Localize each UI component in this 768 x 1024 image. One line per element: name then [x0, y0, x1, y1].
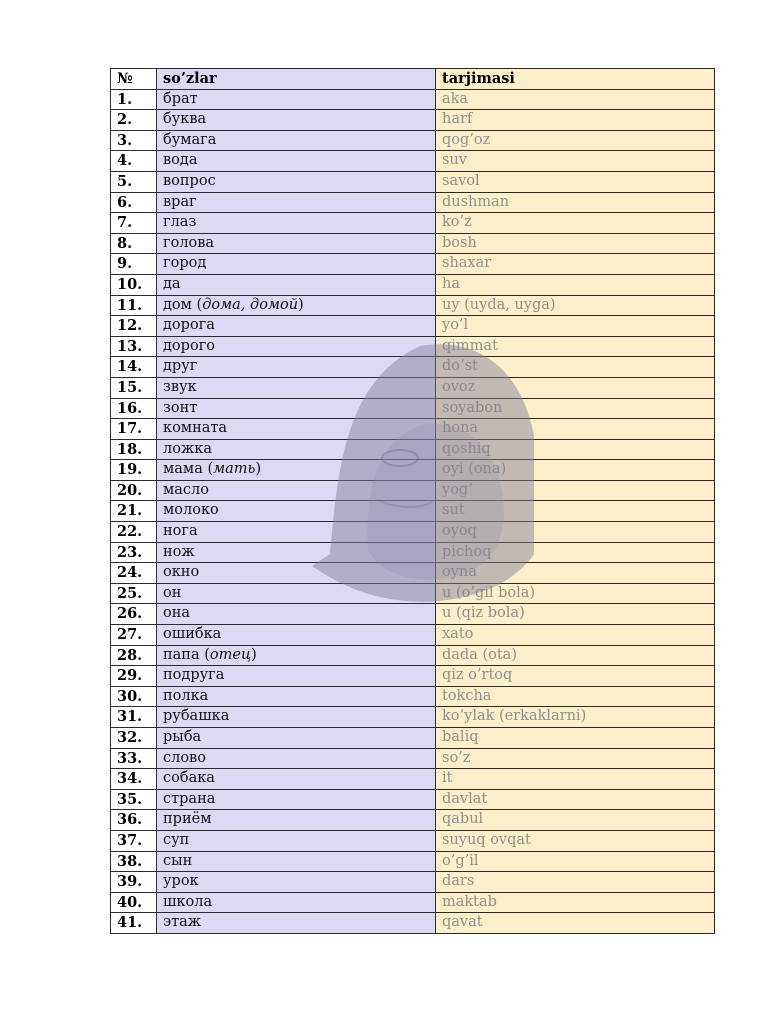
row-number: 34. [111, 769, 157, 790]
table-row [111, 377, 715, 398]
table-row [111, 645, 715, 666]
russian-word: сын [163, 852, 193, 869]
translation-cell: uy (uyda, uyga) [436, 295, 715, 316]
table-row [111, 316, 715, 337]
table-row [111, 686, 715, 707]
row-number: 5. [111, 171, 157, 192]
russian-word-cell [157, 274, 436, 295]
translation-cell: o’g’il [436, 851, 715, 872]
translation-cell: u (qiz bola) [436, 604, 715, 625]
table-row [111, 274, 715, 295]
russian-word-cell [157, 769, 436, 790]
translation-cell: qog’oz [436, 130, 715, 151]
row-number: 1. [111, 89, 157, 110]
table-row [111, 110, 715, 131]
russian-word-cell [157, 707, 436, 728]
russian-word-cell [157, 419, 436, 440]
russian-word-cell [157, 480, 436, 501]
translation-cell: ko’z [436, 213, 715, 234]
row-number: 15. [111, 377, 157, 398]
translation-cell: shaxar [436, 254, 715, 275]
russian-word-cell [157, 666, 436, 687]
table-row [111, 583, 715, 604]
translation-cell: yog’ [436, 480, 715, 501]
row-number: 31. [111, 707, 157, 728]
translation-cell: harf [436, 110, 715, 131]
translation-cell: suyuq ovqat [436, 830, 715, 851]
translation-cell: maktab [436, 892, 715, 913]
translation-cell: oyna [436, 563, 715, 584]
russian-word-cell [157, 254, 436, 275]
row-number: 6. [111, 192, 157, 213]
russian-word-cell [157, 501, 436, 522]
translation-cell: oyi (ona) [436, 460, 715, 481]
russian-word: ложка [163, 440, 212, 457]
russian-word-cell [157, 192, 436, 213]
russian-word-cell [157, 851, 436, 872]
table-row [111, 130, 715, 151]
row-number: 33. [111, 748, 157, 769]
row-number: 32. [111, 728, 157, 749]
russian-word: вопрос [163, 172, 216, 189]
russian-word-cell [157, 872, 436, 893]
table-row [111, 213, 715, 234]
row-number: 21. [111, 501, 157, 522]
table-row [111, 336, 715, 357]
table-row [111, 830, 715, 851]
header-words: so’zlar [157, 69, 436, 90]
row-number: 20. [111, 480, 157, 501]
table-row [111, 892, 715, 913]
table-row [111, 233, 715, 254]
russian-word-cell [157, 89, 436, 110]
translation-cell: suv [436, 151, 715, 172]
russian-word: он [163, 584, 182, 601]
translation-cell: pichoq [436, 542, 715, 563]
translation-cell: baliq [436, 728, 715, 749]
header-translation: tarjimasi [436, 69, 715, 90]
table-row [111, 666, 715, 687]
table-row [111, 419, 715, 440]
russian-word: дом [163, 296, 192, 313]
row-number: 36. [111, 810, 157, 831]
table-header-row [111, 69, 715, 90]
table-row [111, 563, 715, 584]
translation-cell: qiz o’rtoq [436, 666, 715, 687]
russian-word: буква [163, 111, 207, 128]
word-form-note: отец [209, 646, 252, 663]
russian-word-cell [157, 357, 436, 378]
table-row [111, 192, 715, 213]
row-number: 8. [111, 233, 157, 254]
row-number: 22. [111, 522, 157, 543]
russian-word-cell: папа (отец) [157, 645, 436, 666]
row-number: 13. [111, 336, 157, 357]
row-number: 28. [111, 645, 157, 666]
table-row [111, 522, 715, 543]
russian-word: урок [163, 873, 199, 890]
russian-word: молоко [163, 502, 219, 519]
table-row [111, 913, 715, 934]
russian-word-cell [157, 892, 436, 913]
table-row [111, 542, 715, 563]
russian-word-cell [157, 625, 436, 646]
russian-word: друг [163, 358, 198, 375]
russian-word-cell [157, 604, 436, 625]
table-row [111, 748, 715, 769]
russian-word: брат [163, 90, 198, 107]
russian-word: ошибка [163, 626, 222, 643]
russian-word: нога [163, 523, 198, 540]
table-row [111, 872, 715, 893]
russian-word: комната [163, 420, 228, 437]
russian-word-cell [157, 233, 436, 254]
russian-word: папа [163, 646, 200, 663]
translation-cell: davlat [436, 789, 715, 810]
header-number: № [111, 69, 157, 90]
russian-word-cell [157, 336, 436, 357]
russian-word-cell [157, 563, 436, 584]
translation-cell: tokcha [436, 686, 715, 707]
translation-cell: savol [436, 171, 715, 192]
row-number: 18. [111, 439, 157, 460]
translation-cell: xato [436, 625, 715, 646]
russian-word-cell [157, 439, 436, 460]
russian-word-cell [157, 151, 436, 172]
translation-cell: u (o’gil bola) [436, 583, 715, 604]
russian-word-cell [157, 110, 436, 131]
russian-word: вода [163, 152, 198, 169]
translation-cell: so’z [436, 748, 715, 769]
row-number: 30. [111, 686, 157, 707]
translation-cell: hona [436, 419, 715, 440]
row-number: 41. [111, 913, 157, 934]
russian-word: звук [163, 378, 197, 395]
russian-word: рыба [163, 729, 202, 745]
row-number: 37. [111, 830, 157, 851]
table-row [111, 769, 715, 790]
translation-cell: it [436, 769, 715, 790]
translation-cell: do’st [436, 357, 715, 378]
row-number: 3. [111, 130, 157, 151]
russian-word-cell: дом (дома, домой) [157, 295, 436, 316]
russian-word-cell [157, 830, 436, 851]
row-number: 10. [111, 274, 157, 295]
russian-word: да [163, 275, 181, 292]
table-row [111, 460, 715, 481]
russian-word: страна [163, 790, 216, 807]
table-row [111, 789, 715, 810]
russian-word-cell [157, 728, 436, 749]
table-row [111, 439, 715, 460]
row-number: 17. [111, 419, 157, 440]
russian-word: слово [163, 749, 206, 766]
table-row [111, 254, 715, 275]
row-number: 26. [111, 604, 157, 625]
table-row [111, 357, 715, 378]
russian-word-cell [157, 789, 436, 810]
table-body [111, 89, 715, 933]
russian-word: школа [163, 893, 213, 910]
russian-word: окно [163, 564, 200, 581]
translation-cell: yo’l [436, 316, 715, 337]
row-number: 25. [111, 583, 157, 604]
russian-word: зонт [163, 399, 198, 416]
russian-word-cell [157, 583, 436, 604]
translation-cell: aka [436, 89, 715, 110]
russian-word: масло [163, 481, 209, 498]
row-number: 11. [111, 295, 157, 316]
vocabulary-table [110, 68, 715, 934]
russian-word: глаз [163, 214, 197, 231]
translation-cell: qabul [436, 810, 715, 831]
translation-cell: dushman [436, 192, 715, 213]
russian-word-cell [157, 542, 436, 563]
translation-cell: qoshiq [436, 439, 715, 460]
russian-word: подруга [163, 667, 225, 684]
row-number: 35. [111, 789, 157, 810]
translation-cell: dada (ota) [436, 645, 715, 666]
russian-word: дорого [163, 337, 215, 354]
row-number: 16. [111, 398, 157, 419]
translation-cell: ko’ylak (erkaklarni) [436, 707, 715, 728]
russian-word: бумага [163, 131, 217, 148]
russian-word-cell [157, 810, 436, 831]
row-number: 19. [111, 460, 157, 481]
russian-word: собака [163, 770, 215, 787]
russian-word-cell: мама (мать) [157, 460, 436, 481]
russian-word: полка [163, 687, 209, 704]
translation-cell: oyoq [436, 522, 715, 543]
table-row [111, 480, 715, 501]
row-number: 7. [111, 213, 157, 234]
table-row [111, 171, 715, 192]
word-form-note: дома, домой [202, 296, 299, 313]
table-row [111, 295, 715, 316]
row-number: 27. [111, 625, 157, 646]
russian-word: этаж [163, 914, 202, 931]
row-number: 9. [111, 254, 157, 275]
table-row [111, 604, 715, 625]
row-number: 29. [111, 666, 157, 687]
russian-word-cell [157, 748, 436, 769]
russian-word-cell [157, 316, 436, 337]
russian-word: суп [163, 831, 190, 848]
row-number: 23. [111, 542, 157, 563]
translation-cell: ha [436, 274, 715, 295]
table-row [111, 707, 715, 728]
russian-word-cell [157, 398, 436, 419]
russian-word: она [163, 605, 191, 622]
table-row [111, 851, 715, 872]
russian-word-cell [157, 171, 436, 192]
translation-cell: soyabon [436, 398, 715, 419]
row-number: 4. [111, 151, 157, 172]
table-row [111, 625, 715, 646]
russian-word-cell [157, 377, 436, 398]
row-number: 12. [111, 316, 157, 337]
row-number: 40. [111, 892, 157, 913]
translation-cell: sut [436, 501, 715, 522]
russian-word: мама [163, 461, 203, 478]
row-number: 2. [111, 110, 157, 131]
row-number: 39. [111, 872, 157, 893]
russian-word-cell [157, 213, 436, 234]
translation-cell: qavat [436, 913, 715, 934]
table-row [111, 501, 715, 522]
translation-cell: bosh [436, 233, 715, 254]
row-number: 14. [111, 357, 157, 378]
russian-word: рубашка [163, 708, 230, 725]
russian-word: приём [163, 811, 212, 828]
russian-word-cell [157, 522, 436, 543]
russian-word: нож [163, 543, 195, 560]
russian-word: голова [163, 234, 215, 251]
russian-word: враг [163, 193, 197, 210]
russian-word-cell [157, 913, 436, 934]
word-form-note: мать [213, 461, 256, 478]
table-row [111, 151, 715, 172]
table-row [111, 728, 715, 749]
table-row [111, 398, 715, 419]
row-number: 24. [111, 563, 157, 584]
russian-word-cell [157, 686, 436, 707]
table-row [111, 89, 715, 110]
russian-word: дорога [163, 317, 215, 334]
translation-cell: ovoz [436, 377, 715, 398]
russian-word-cell [157, 130, 436, 151]
row-number: 38. [111, 851, 157, 872]
translation-cell: dars [436, 872, 715, 893]
translation-cell: qimmat [436, 336, 715, 357]
table-row [111, 810, 715, 831]
russian-word: город [163, 255, 207, 272]
